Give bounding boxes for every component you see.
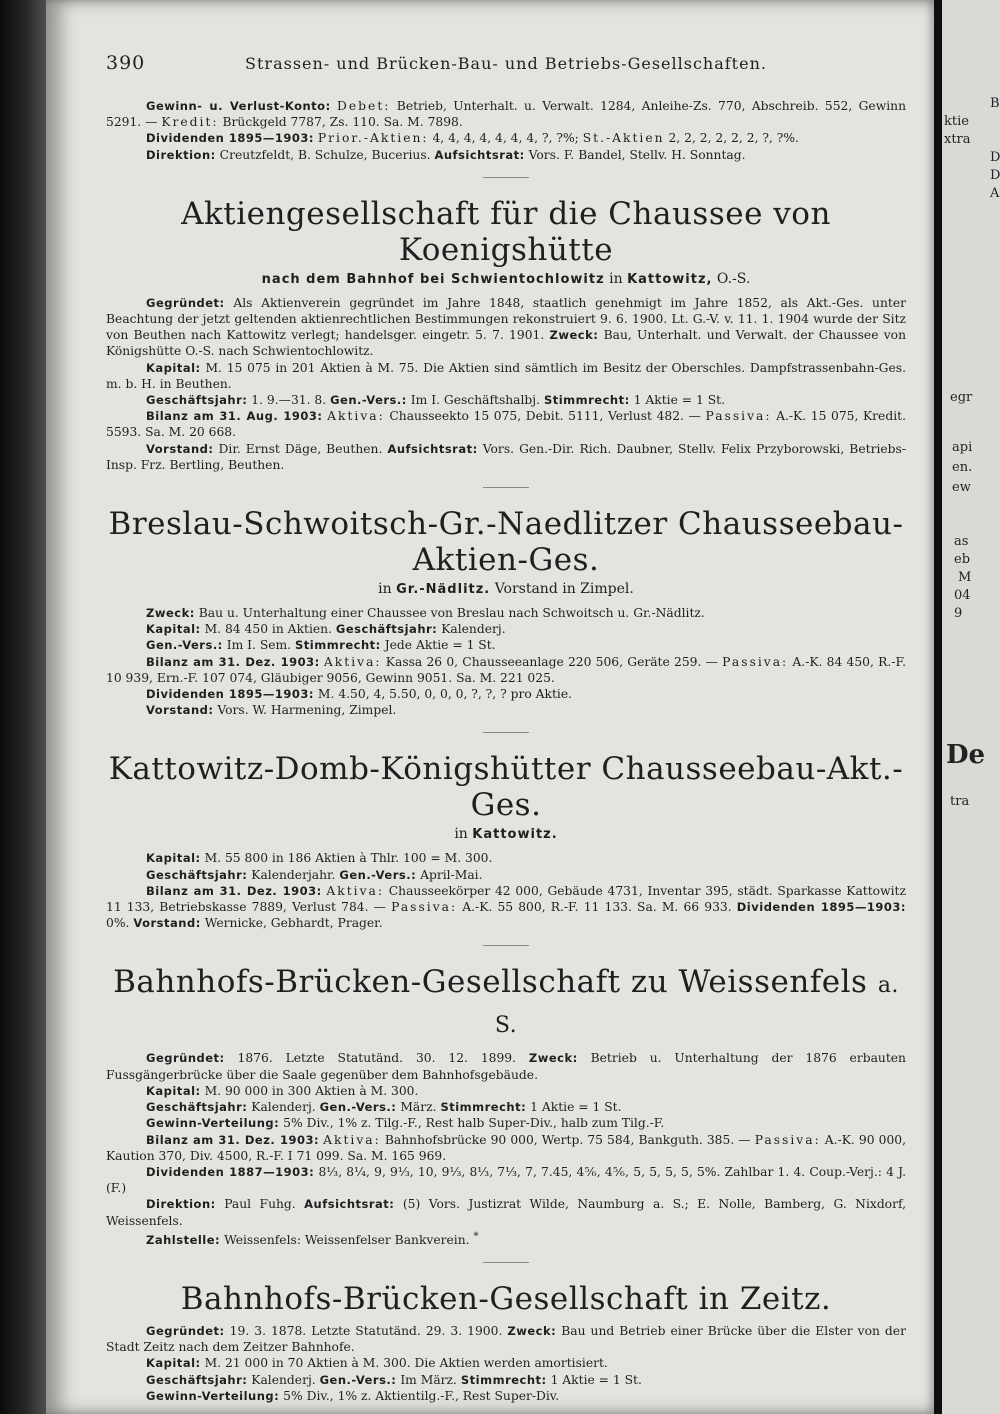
facing-text-fragment: ew xyxy=(952,480,971,495)
kapital-paragraph: Kapital: M. 21 000 in 70 Aktien à M. 300. Die Aktien werden amortisiert. xyxy=(146,1356,608,1371)
book-gutter xyxy=(934,0,942,1414)
genvers-paragraph: Gen.-Vers.: Im I. Sem. Stimmrecht: Jede Aktie = 1 St. xyxy=(146,638,496,653)
entry-weissenfels xyxy=(106,964,906,1263)
facing-text-fragment: eb xyxy=(954,552,971,567)
kapital-paragraph: Kapital: M. 84 450 in Aktien. Geschäftsjahr: Kalenderj. xyxy=(146,622,506,637)
vorstand-paragraph: Vorstand: Dir. Ernst Däge, Beuthen. Aufsichtsrat: Vors. Gen.-Dir. Rich. Daubner, Stellv. Felix Przyborowski, Betriebs-Insp. Frz. Bertling, Beuthen. xyxy=(106,441,906,472)
facing-text-fragment: egr xyxy=(950,390,973,405)
company-title: Bahnhofs-Brücken-Gesellschaft in Zeitz. xyxy=(180,1281,832,1318)
facing-text-fragment: tra xyxy=(950,794,970,809)
entry-kattowitz xyxy=(106,751,906,946)
company-title: Kattowitz-Domb-Königshütter Chausseebau-Akt.-Ges. xyxy=(108,751,904,824)
running-header xyxy=(106,52,906,82)
bilanz-paragraph: Bilanz am 31. Dez. 1903: Aktiva: Chausseekörper 42 000, Gebäude 4731, Inventar 395, städt. Sparkasse Kattowitz 11 133, Betriebskasse 7889, Verlust 784. — Passiva: A.-K. 55 800, R.-F. 11 133. Sa. M. 66 933. Dividenden 1895—1903: 0%. Vorstand: Wernicke, Gebhardt, Prager. xyxy=(106,883,906,931)
page-content xyxy=(106,98,906,1404)
entry-breslau xyxy=(106,506,906,733)
running-title: Strassen- und Brücken-Bau- und Betriebs-Gesellschaften. xyxy=(245,54,767,73)
bilanz-paragraph: Bilanz am 31. Dez. 1903: Aktiva: Kassa 26 0, Chausseeanlage 220 506, Geräte 259. — Passiva: A.-K. 84 450, R.-F. 10 939, Ern.-F. 107 074, Gläubiger 9056, Gewinn 9051. Sa. M. 221 025. xyxy=(106,654,906,685)
facing-text-fragment: D xyxy=(990,150,1000,165)
geschaeftsjahr-paragraph: Geschäftsjahr: Kalenderjahr. Gen.-Vers.: April-Mai. xyxy=(146,867,483,882)
direktion-paragraph: Direktion: Creutzfeldt, B. Schulze, Bucerius. Aufsichtsrat: Vors. F. Bandel, Stellv. H. Sonntag. xyxy=(146,147,746,162)
zweck-paragraph: Zweck: Bau u. Unterhaltung einer Chaussee von Breslau nach Schwoitsch u. Gr.-Nädlitz. xyxy=(146,606,705,621)
kapital-paragraph: Kapital: M. 15 075 in 201 Aktien à M. 75. Die Aktien sind sämtlich im Besitz der Oberschles. Dampfstrassenbahn-Ges. m. b. H. in Beuthen. xyxy=(106,360,906,391)
gewinn-konto-paragraph: Gewinn- u. Verlust-Konto: Debet: Betrieb, Unterhalt. u. Verwalt. 1284, Anleihe-Zs. 770, Abschreib. 552, Gewinn 5291. — Kredit: Brückgeld 7787, Zs. 110. Sa. M. 7898. xyxy=(106,99,906,130)
company-title: Aktiengesellschaft für die Chaussee von Koenigshütte xyxy=(181,195,831,268)
company-subtitle: in Gr.-Nädlitz. Vorstand in Zimpel. xyxy=(378,581,634,598)
company-title: Bahnhofs-Brücken-Gesellschaft zu Weissenfels a. S. xyxy=(113,964,899,1039)
dividenden-paragraph: Dividenden 1895—1903: Prior.-Aktien: 4, 4, 4, 4, 4, 4, 4, ?, ?%; St.-Aktien 2, 2, 2, 2, 2, 2, ?, ?%. xyxy=(146,131,799,146)
left-binding-shadow xyxy=(0,0,46,1414)
facing-text-fragment: D xyxy=(990,168,1000,183)
facing-text-fragment: B xyxy=(990,96,1000,111)
section-divider xyxy=(483,177,529,178)
geschaeftsjahr-paragraph: Geschäftsjahr: 1. 9.—31. 8. Gen.-Vers.: Im I. Geschäftshalbj. Stimmrecht: 1 Aktie = 1 St. xyxy=(146,393,725,408)
facing-text-fragment: api xyxy=(952,440,973,455)
bilanz-paragraph: Bilanz am 31. Dez. 1903: Aktiva: Bahnhofsbrücke 90 000, Wertp. 75 584, Bankguth. 385. — Passiva: A.-K. 90 000, Kaution 370, Div. 4500, R.-F. I 71 099. Sa. M. 165 969. xyxy=(106,1132,906,1163)
kapital-paragraph: Kapital: M. 90 000 in 300 Aktien à M. 300. xyxy=(146,1083,419,1098)
kapital-paragraph: Kapital: M. 55 800 in 186 Aktien à Thlr. 100 = M. 300. xyxy=(146,851,493,866)
facing-text-fragment: 9 xyxy=(954,606,963,621)
direktion-paragraph: Direktion: Paul Fuhg. Aufsichtsrat: (5) Vors. Justizrat Wilde, Naumburg a. S.; E. Nolle, Bamberg, G. Nixdorf, Weissenfels. xyxy=(106,1197,906,1228)
gegruendet-paragraph: Gegründet: 19. 3. 1878. Letzte Statutänd. 29. 3. 1900. Zweck: Bau und Betrieb einer Brücke über die Elster von der Stadt Zeitz nach dem Zeitzer Bahnhofe. xyxy=(106,1324,906,1355)
gegruendet-paragraph: Gegründet: 1876. Letzte Statutänd. 30. 12. 1899. Zweck: Betrieb u. Unterhaltung der 1876 erbauten Fussgängerbrücke über die Saale gegenüber dem Bahnhofsgebäude. xyxy=(106,1051,906,1082)
facing-text-fragment: as xyxy=(954,534,969,549)
section-divider xyxy=(483,487,529,488)
entry-koenigshuette xyxy=(106,196,906,488)
gegruendet-paragraph: Gegründet: Als Aktienverein gegründet im Jahre 1848, staatlich genehmigt im Jahre 1852, als Akt.-Ges. unter Beachtung der jetzt geltenden aktienrechtlichen Bestimmungen rekonstruiert 9. 6. 1900. Lt. G.-V. v. 11. 1. 1904 wurde der Sitz von Beuthen nach Kattowitz verlegt; handelsger. eingetr. 5. 7. 1901. Zweck: Bau, Unterhalt. und Verwalt. der Chaussee von Königshütte O.-S. nach Schwientochlowitz. xyxy=(106,295,906,359)
gewinnverteilung-paragraph: Gewinn-Verteilung: 5% Div., 1% z. Aktientilg.-F., Rest Super-Div. xyxy=(146,1388,560,1403)
company-subtitle: nach dem Bahnhof bei Schwientochlowitz in Kattowitz, O.-S. xyxy=(261,270,751,287)
section-divider xyxy=(483,732,529,733)
bilanz-paragraph: Bilanz am 31. Aug. 1903: Aktiva: Chausseekto 15 075, Debit. 5111, Verlust 482. — Passiva: A.-K. 15 075, Kredit. 5593. Sa. M. 20 668. xyxy=(106,409,906,440)
entry-continuation xyxy=(106,98,906,178)
section-divider xyxy=(483,1262,529,1263)
facing-text-fragment: ktie xyxy=(944,114,969,129)
gewinnverteilung-paragraph: Gewinn-Verteilung: 5% Div., 1% z. Tilg.-F., Rest halb Super-Div., halb zum Tilg.-F. xyxy=(146,1116,665,1131)
vorstand-paragraph: Vorstand: Vors. W. Harmening, Zimpel. xyxy=(146,703,397,718)
geschaeftsjahr-paragraph: Geschäftsjahr: Kalenderj. Gen.-Vers.: März. Stimmrecht: 1 Aktie = 1 St. xyxy=(146,1100,622,1115)
dividenden-paragraph: Dividenden 1887—1903: 8⅓, 8¼, 9, 9⅓, 10, 9⅓, 8⅓, 7⅓, 7, 7.45, 4⅚, 4⅚, 5, 5, 5, 5, 5%. Zahlbar 1. 4. Coup.-Verj.: 4 J. (F.) xyxy=(106,1164,906,1196)
geschaeftsjahr-paragraph: Geschäftsjahr: Kalenderj. Gen.-Vers.: Im März. Stimmrecht: 1 Aktie = 1 St. xyxy=(146,1372,642,1387)
facing-text-fragment: xtra xyxy=(944,132,971,147)
facing-text-fragment: 04 xyxy=(954,588,971,603)
facing-page-edge xyxy=(942,0,1000,1414)
facing-text-fragment: M xyxy=(958,570,972,585)
facing-text-fragment: De xyxy=(946,740,986,770)
zahlstelle-paragraph: Zahlstelle: Weissenfels: Weissenfelser Bankverein. * xyxy=(146,1230,479,1247)
company-subtitle: in Kattowitz. xyxy=(454,826,558,843)
page-number: 390 xyxy=(106,52,146,74)
dividenden-paragraph: Dividenden 1895—1903: M. 4.50, 4, 5.50, 0, 0, 0, ?, ?, ? pro Aktie. xyxy=(146,687,573,702)
section-divider xyxy=(483,945,529,946)
footnote-marker: * xyxy=(473,1230,479,1242)
company-title: Breslau-Schwoitsch-Gr.-Naedlitzer Chausseebau-Aktien-Ges. xyxy=(108,506,904,579)
entry-zeitz xyxy=(106,1281,906,1404)
facing-text-fragment: A xyxy=(990,186,1000,201)
facing-text-fragment: en. xyxy=(952,460,973,475)
